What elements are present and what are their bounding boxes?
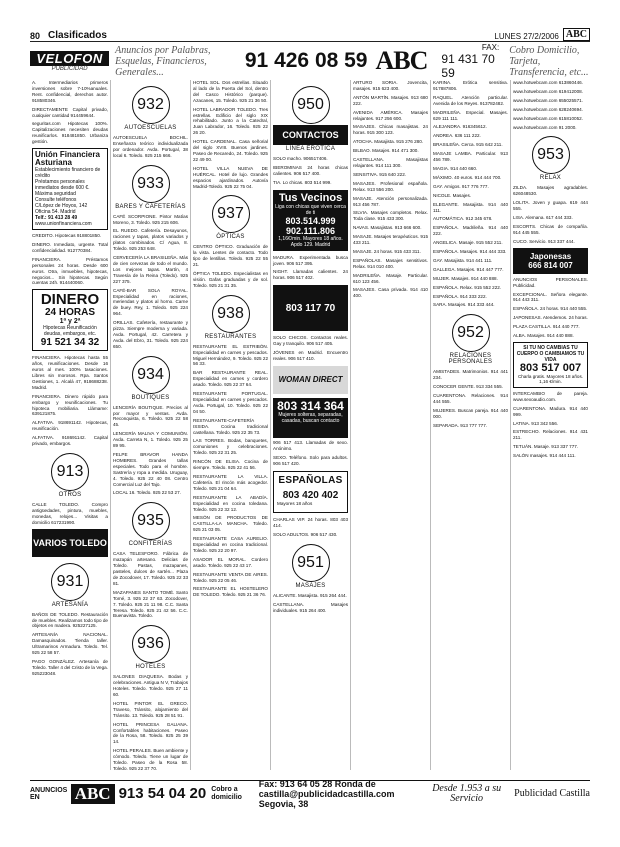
classified-ad: MASAJE. Masajes terapéuticos. 915 433 211. [353, 234, 428, 246]
classified-ad: HOTEL LABRADOR TOLEDO. Tres estrellas. Edificio del siglo XIX rehabilitado. Junto a la Catedral, Juan Labrador, 16. Toledo. 925 22 26 20. [193, 106, 268, 136]
classified-ad: SALONES DIAQUESA. Bodas y celebraciones. Antigua N V, Trabajos Hoteles. Toledo. Toledo. 925 27 11 60. [113, 674, 188, 698]
section-label-936: HOTELES [135, 664, 166, 671]
classified-ad: CUARENTONA. Relaciones. 914 444 555. [433, 393, 508, 404]
classified-ad: ASADOR EL MORAL. Cordero asado. Toledo. 925 22 43 17. [193, 556, 268, 568]
classified-ad: AUTOMÁTICA. 912 345 678. [433, 216, 493, 222]
classified-ad: ALEJANDRA. 916345612. [433, 124, 487, 130]
ad-list [353, 80, 428, 299]
ad-list [193, 344, 268, 599]
classified-ad: AMISTADES. Matrimonios. 914 441 234. [433, 369, 508, 381]
classified-ad: SOLO macho. 906517406. [273, 156, 328, 161]
column-5 [350, 80, 430, 770]
footer-phone[interactable]: 913 54 04 20 [118, 785, 207, 802]
classified-ad: BILBAO. Masajes. 914 471 300. [353, 148, 419, 154]
classified-ad: ESPAÑOLA. 914 333 222. [433, 293, 487, 299]
classified-ad: BAR RESTAURANTE REAL. Especialidad en carnes y cordero asado. Toledo. 925 22 37 64. [193, 370, 268, 388]
section-label-932: AUTOESCUELAS [124, 125, 177, 131]
classified-ad: CASA TELESFORO. Fábrica de mazapán artesano. Delicias de Toledo. Pastas, mazapanes, pasteles, dulces de sartén... Plaza de Zocodover, 17. Toledo. 925 22 33 81. [113, 551, 188, 586]
classified-ad: MAGIA. 914 440 660. [433, 165, 478, 171]
classified-ad: www.hotwebcam.com 655025571. [513, 97, 583, 103]
column-4 [270, 80, 350, 770]
classified-ad: MADRILEÑA. Masaje. Particular. 610 123 456. [353, 272, 428, 284]
classified-ad: CUCO. Servicio. 913 337 444. [513, 238, 575, 244]
classified-ad: MÁXIMO. 40 euros. 914 444 700. [433, 174, 502, 180]
section-title: Clasificados [48, 30, 107, 41]
classified-ad: MASAJE LAMBA. Particular. 913 456 789. [433, 151, 508, 163]
ad-list [113, 674, 188, 770]
section-label-951: MASAJES [295, 583, 326, 590]
classified-ad: ALFATIVA. 918691142. Capital privado, embargos. [32, 435, 108, 447]
classified-ad: ORILLAS. Cafetería, restaurante y pizza. Siempre moderna y variada. Avda. Portugal, 42. Carretera y Avda. del Ebro, 31. Toledo. 925 224 650. [113, 320, 188, 349]
section-label-931: ARTESANÍA [51, 601, 89, 608]
section-label-937: ÓPTICAS [216, 234, 245, 241]
classified-ad: RESTAURANTE PORTUGAL. Especialidad en carnes y pescados. Avda. Portugal, 10. Toledo. 925 22 04 50. [193, 391, 268, 414]
tus-vecinos-ad[interactable]: Tus Vecinos Liga con chicas que viven cerca de ti 803.514.999 902.111.806 1,16€/min. Mayores 18 años. Apdo 129. Madrid [273, 190, 348, 251]
classified-ad: seguritas.com Hipotecas 100%. Capitalizaciones necesiten deudas reunificarlos. 918481850. Urbaniza gestión. [32, 121, 108, 145]
contact-803-ad[interactable]: 803 314 364 Mujeres solteras, separadas, casadas, buscan contacto [273, 398, 348, 438]
ad-list [113, 135, 188, 159]
classified-ad: MESÓN DE PRODUCTOS DE CASTILLA-LA MANCHA. Toledo. 925 21 03 05. [193, 515, 268, 533]
classified-ad: DIRECTAMENTE Capital privado, cualquier cantidad 914459644. [32, 106, 108, 118]
ad-list [32, 355, 108, 447]
contactos-banner: CONTACTOS [273, 125, 348, 145]
section-number-934: 934 [132, 356, 170, 394]
column-7 [510, 80, 590, 770]
section-label-933: BARES Y CAFETERÍAS [115, 203, 186, 210]
dinero-24h-ad[interactable]: DINERO 24 HORAS 1ª y 2ª Hipotecas Reunificación deudas, embargos, etc. 91 521 34 32 [32, 289, 108, 351]
classified-ad: LATINA. 913 342 556. [513, 420, 559, 426]
ad-list [32, 612, 108, 677]
section-label-952: RELACIONES PERSONALES [448, 353, 493, 366]
classified-ad: CASTELLANA. Masajes individuales. 915 264 400. [273, 602, 348, 613]
section-label-934: BOUTIQUES [131, 394, 170, 401]
classified-ad: www.hotwebcam.com 615810052. [513, 115, 583, 121]
section-number-950: 950 [292, 86, 330, 124]
japonesas-ad[interactable]: Japonesas 666 814 007 [513, 248, 588, 274]
ad-list [32, 80, 108, 145]
classified-ad: RINCÓN DE ELISA. Cocina de siempre. Toledo. 925 22 41 56. [193, 459, 268, 471]
classified-ad: ESPAÑOLA. Masajes. 914 444 333. [433, 249, 507, 255]
section-number-913: 913 [51, 453, 89, 491]
classified-ad: RAQUEL. Atención particular. Avenida de los Reyes. 913782482. [433, 94, 508, 106]
publicidad-castilla-logo: Publicidad Castilla [514, 788, 590, 799]
classified-ad: BAÑOS DE TOLEDO. Restauración de muebles. Realizamos todo tipo de objetos en madera. 925227125. [32, 611, 108, 629]
column-3 [190, 80, 270, 770]
section-number-938: 938 [212, 295, 250, 333]
classified-ad: SEXO. Teléfono. Solo para adultos. 906 517 420. [273, 454, 348, 466]
section-label-938: RESTAURANTES [204, 333, 257, 340]
classifieds-columns [30, 80, 590, 770]
section-number-953: 953 [532, 136, 570, 174]
ad-list [273, 335, 348, 362]
classified-ad: MUJER. Masajes. 914 440 888. [433, 275, 498, 281]
classified-ad: SALÓN masajes. 914 444 111. [513, 453, 576, 459]
classified-ad: CHARLAS VIP. 24 horas. 803 403 414. [273, 517, 348, 529]
classified-ad: RESTAURANTE VENTA DE AIRES. Toledo. 925 22 05 46. [193, 571, 268, 583]
column-2 [110, 80, 190, 770]
classified-ad: FINANCIERA. Préstamos personales 24 horas. Desde 600 euros. Otra, inmuebles, hipotecas, negocios... Sin hipotecas. Según cuentas 24h. 914440060. [32, 256, 108, 286]
velofon-logo: VELOFON PUBLICIDAD [30, 48, 109, 74]
classified-ad: www.hotwebcam.com 628240694. [513, 106, 583, 112]
banner-phone[interactable]: 91 426 08 59 [244, 49, 368, 72]
classified-ad: ESPAÑOLA. Madrileña. 914 440 222. [433, 225, 508, 237]
column-6 [430, 80, 510, 770]
classified-ad: ESTRECHO. Relaciones. 914 431 211. [513, 429, 588, 441]
classified-ad: CUARENTONA. Madura. 914 440 999. [513, 405, 588, 417]
classified-ad: ARTESANÍA NACIONAL. Damasquinados. Tienda taller. Ultramarinos Armadura. Toledo. Tel. 925 22 58 57. [32, 632, 108, 656]
issue-date: LUNES 27/2/2006 [494, 32, 559, 41]
section-number-935: 935 [132, 502, 170, 540]
classified-ad: HOTEL PRINCESA GALIANA. Confortables habitaciones. Paseo de la Rosa, 58. Toledo. 925 25 39 14. [113, 721, 188, 745]
classified-ad: LAS TORRES. Bodas, banquetes, comuniones y celebraciones. Toledo. 925 22 31 25. [193, 438, 268, 456]
section-number-936: 936 [132, 625, 170, 663]
page-header-bar [30, 29, 590, 42]
section-sublabel-950: LÍNEA ERÓTICA [285, 146, 336, 152]
classified-ad: PAGO GONZÁLEZ. Artesanía de Toledo. Taller 4 del Cristo de la Vega. 925223048. [32, 658, 108, 676]
classified-ad: ARTURO SORIA. Jovencita, masajes. 915 623 400. [353, 80, 428, 91]
ad-list [273, 517, 348, 538]
ad-list [513, 277, 588, 339]
ad-list [113, 214, 188, 350]
ad-list [273, 156, 348, 186]
ad-list [433, 80, 508, 308]
classified-ad: CONOCER GENTE. 913 334 555. [433, 384, 503, 390]
ad-list [273, 593, 348, 614]
ad-list [513, 185, 588, 244]
classified-ad: MASAJES. Profesional española. Relax. 913 556 200. [353, 180, 428, 192]
classified-ad: ALFATIVA. 918691142. Hipotecas, reunificación. [32, 420, 108, 432]
classified-ad: CASTELLANA. Masajistas relajantes. 914 111 300. [353, 157, 428, 168]
classified-ad: ESCORTS. Chicas de compañía. 914 445 555. [513, 223, 588, 235]
classified-ad: CERVECERÍA LA BRASILEÑA. Más de cien cervezas de todo el mundo. Los mejores tapas. Martín, 4 Travesía de la Reina (Toledo). 925 227 375. [113, 255, 188, 284]
woman-direct-ad[interactable]: WOMAN DIRECT [273, 366, 348, 394]
classified-ad: NICOLE. Masajes. [433, 192, 472, 198]
classified-ad: ESPAÑOLA. Relax. 915 552 222. [433, 284, 502, 290]
footer-since: Desde 1.953 a su Servicio [432, 782, 502, 804]
classified-ad: FELPE BRAVOR HANDA HOMBRES. Grandes tallas especiales. Todo para el hombre. Sastrería y ropa a medida. Uruguay, 4. Toledo. 925 22 40 08. Centro Comercial Luz del Tajo. [113, 452, 188, 487]
classified-ad: FINANCIERA. Dinero rápido para embargo y reunificaciones. Tu hipoteca mobiliaria. Llámame: 639121875. [32, 393, 108, 417]
classified-ad: GALLEGA. Masajes. 914 447 777. [433, 266, 504, 272]
classified-ad: www.hotwebcam.com 91 2000. [513, 124, 577, 130]
ad-list [113, 551, 188, 619]
classified-ad: RESTAURANTE LA VILLA. Cafetería. El rincón más acogedor. Toledo. 925 21 04 64. [193, 473, 268, 491]
banner-fax: FAX: 91 431 70 59 [441, 42, 500, 80]
classified-ad: SOLO ADULTOS. 906 517 430. [273, 532, 338, 538]
classified-ad: EXCEPCIONAL. Señora elegante. 914 443 311. [513, 291, 588, 303]
classified-ad: RESTAURANTE-CAFETERÍA ISSIDA. Cocina tradicional castellana. Toledo. 925 22 35 73. [193, 417, 268, 435]
ad-list [32, 502, 108, 526]
classified-ad: MASAJES. Casa privada. 914 410 400. [353, 287, 428, 299]
classified-ad: A. Intermediarios primeros inversiones sobre 7-10%anuales. Rent. confidencial, derechos autor. 918580346. [32, 80, 108, 103]
classified-ad: MAZAPANES SANTO TOMÉ. Santo Tomé, 3. 925 22 37 63. Zocodover, 7. Toledo. 925 21 11 98. C.C. Santa Teresa. Toledo. 925 21 42 56. C.C. Buenavista. Toledo. [113, 589, 188, 619]
section-number-937: 937 [212, 195, 250, 233]
classified-ad: LENCERÍA MALIVA Y COMUNIÓN. Avda. Carreta N, 1. Toledo. 925 25 89 95. [113, 431, 188, 449]
footer-lead: ANUNCIOS EN [30, 786, 68, 801]
classified-ad: ESPAÑOLAS. Masajes sensitivos. Relax. 914 010 400. [353, 257, 428, 269]
classified-ad: SILVIA. Masajes completos. Relax. Toda clase. 915 433 300. [353, 210, 428, 222]
ad-list [273, 440, 348, 467]
classified-ad: INTERCAMBIO de pareja. www.sexoaudio.com. [513, 390, 588, 402]
classified-ad: NAVAS. Masajistas. 913 666 600. [353, 225, 422, 231]
classified-ad: MADURA. Experimentada busca joven. 906 517 395. [273, 254, 348, 266]
banner-tagline: Anuncios por Palabras, Esquelas, Financieros, Generales... [115, 44, 211, 78]
classified-ad: JAPONESAS. Atendemos. 24 horas. [513, 315, 588, 321]
classified-ad: FINANCIERA. Hipotecas hasta 55 años, reunificaciones. Desde 16 euros al mes. 100% tasaciones. Libres sin morosos. Rpa. Santos Gestiones, 1. Alcalá 47, 918688238. Madrid. [32, 355, 108, 390]
section-number-952: 952 [452, 314, 490, 352]
classified-ad: CALLE TOLEDO. Compro antigüedades, pintura, muebles, monedas, relojes... Visitas a domicilio 617231990. [32, 502, 108, 525]
classified-ad: MUJERES. Buscan pareja. 914 440 000. [433, 407, 508, 419]
classified-ad: LENCERÍA BOUTIQUE. Precios al por mayor y ventas. Avda. Reconquista, 6. Toledo. 925 22 58 45. [113, 404, 188, 428]
classified-ad: KARINA. Erótica sensitiva. 917887806. [433, 80, 508, 91]
classifieds-banner [30, 42, 590, 80]
classified-ad: ESPAÑOLA. 24 horas. 914 440 555. [513, 306, 588, 312]
section-number-951: 951 [292, 544, 330, 582]
classified-ad: ÓPTICA TOLEDO. Especialistas en visión. Gafas graduadas y de sol. Toledo. 925 21 31 35. [193, 271, 268, 288]
classified-ad: MASAJES. Chicas masajistas. 24 horas. 915 300 123. [353, 124, 428, 136]
classified-ad: ANDREA. 636 111 222. [433, 133, 481, 139]
classified-ad: ANGELICA. Masaje. 915 552 211. [433, 240, 503, 246]
column-1 [30, 80, 110, 770]
classified-ad: HOTEL SOL. Dos estrellas. Situado al lado de la Puerta del Sol, dentro del Casco Histórico (parque). Azacanes, 15. Toledo. 925 21 36 50. [193, 80, 268, 103]
classified-ad: SENSITIVA. 915 640 222. [353, 171, 407, 177]
classified-ad: ATOCHA. Masajista. 915 276 280. [353, 139, 424, 145]
classified-ad: JÓVENES en Madrid. Encuentro reales. 906 517 410. [273, 350, 348, 361]
footer-cobro: Cobro a domicilio [211, 785, 242, 801]
classified-ad: LOLITA. Joven y guapa. 619 444 555. [513, 200, 588, 212]
classified-ad: GAY. Amigos. 917 776 777. [433, 183, 489, 189]
section-label-913: OTROS [58, 492, 82, 498]
ad-list [513, 391, 588, 459]
classified-ad: ANTÓN MARTÍN. Masajes. 913 680 222. [353, 94, 428, 106]
classified-ad: CREDITO. Hipotecas 918801850. [32, 233, 102, 239]
classified-ad: HOTEL PERALES. Buen ambiente y cómodo. Toledo. Tiene un lugar de Toledo. Paseo de la Rosa 58. Toledo. 925 22 37 70. [113, 748, 188, 770]
ad-list [513, 80, 588, 130]
classified-ad: NIGHT. Llamadas calientes. 24 horas. 906 517 402. [273, 269, 348, 281]
section-number-932: 932 [132, 86, 170, 124]
page-number: 80 [30, 31, 41, 41]
abc-logo: ABC [375, 46, 428, 75]
classified-ad: ALBA. Masajes. 914 440 888. [513, 333, 574, 339]
classified-ad: TETUÁN. Masaje. 913 337 777. [513, 444, 579, 450]
ad-list [273, 255, 348, 282]
classified-ad: MASAJE. 24 horas. 915 433 311. [353, 248, 421, 254]
classified-ad: RESTAURANTE CASA AURELIO. Especialidad en cocina tradicional. Toledo. 925 22 20 97. [193, 536, 268, 553]
classified-ad: DINERO. Inmediato, urgente. Total confidencialidad. 912770384. [32, 241, 108, 253]
section-number-933: 933 [132, 165, 170, 203]
classified-ad: EL RUEDO. Cafetería. Desayunos, raciones y tapas, platos variados y platos combinados. C/ Agua, 8. Toledo. 925 253 648. [113, 228, 188, 252]
classified-ad: RESTAURANTE LA ABADÍA. Especialidad en cocina toledana. Toledo. 925 22 32 12. [193, 494, 268, 512]
chat-803-ad[interactable]: SI TU NO CAMBIAS TU CUERPO O CAMBIAMOS TU VIDA 803 517 007 Charla gratis. Mayores 18 años. 1,16 €/min. [513, 342, 588, 388]
classified-ad: SEPARADA. 913 777 777. [433, 422, 488, 428]
section-label-935: CONFITERÍAS [128, 541, 173, 548]
abc-mini-logo: ABC [563, 28, 590, 41]
classified-ad: MADRILEÑA. Especial. Masajes. 629 111 111. [433, 109, 508, 121]
ad-list [193, 80, 268, 189]
classified-ad: CAFÉ-BAR SOLA ROYAL. Especialidad en raciones, meriendas y platos al horno. Carne de buey. Rey, 1. Toledo. 925 224 964. [113, 287, 188, 317]
ad-list [193, 244, 268, 288]
classified-ad: SARA. Masajes. 914 333 444. [433, 302, 495, 308]
classified-ad: ZILDA. Masajes agradables. 626048530. [513, 185, 588, 197]
ad-list [32, 233, 108, 286]
classified-ad: MASAJE. Atención personalizada. 913 456 787. [353, 195, 428, 207]
classified-ad: RESTAURANTE EL ESTRIBÓN. Especialidad en carnes y pescados. Miguel Hernández, 9. Toledo. 925 22 56 33. [193, 343, 268, 367]
banner-tagline-payment: Cobro Domicilio, Tarjeta, Transferencia, etc... [509, 44, 589, 78]
classified-ad: CENTRO ÓPTICO. Graduación de la vista. Lentes de contacto. Todo tipo de lentillas. Toledo. 925 22 55 21. [193, 244, 268, 268]
classified-ad: HOTEL PINTOR EL GRECO. Traveso, Tránsito, alojamiento del Tránsito. 13. Toledo. 925 28 51 91. [113, 700, 188, 718]
footer-fax-email[interactable]: Fax: 913 64 05 28 Ronda de castilla@publicidadcastilla.com Segovia, 38 [258, 778, 395, 809]
classified-ad: BRASILEÑA. Cerca. 915 642 211. [433, 142, 503, 148]
classified-ad: IBEROMINAS 24 horas chicas calientes. 906 517 400. [273, 164, 348, 176]
ad-list [433, 369, 508, 428]
classified-ad: PLAZA CASTILLA. 914 440 777. [513, 324, 580, 330]
classified-ad: ELEGANTE. Masajista. 914 440 111. [433, 201, 508, 213]
classified-ad: HOTEL VILLA NUEVA DE HUÉRCAL. Hotel de lujo. Grandes espacios ajardinados. Autovía Madrid-Toledo. 925 22 75 04. [193, 165, 268, 189]
classified-ad: ALICANTE. Masajista. 915 264 444. [273, 593, 347, 599]
union-financiera-ad[interactable]: Unión Financiera Asturiana Establecimiento financiero de crédito Préstamos personales inmediatos desde 600 €. Máxima seguridad Consulte teléfonos C/López de Hoyos, 142 Oficina 54. Madrid Telf.: 91 413 28 49 www.unionfinanciera.com [32, 148, 108, 230]
footer-banner [30, 778, 590, 809]
night-chat-ad[interactable]: 803 117 70 [273, 285, 348, 331]
classified-ad: AVENIDA AMÉRICA. Masajes relajantes. 917 256 600. [353, 109, 428, 121]
section-label-953: RELAX [539, 175, 562, 182]
classified-ad: ANUNCIOS PERSONALES. Publicidad. [513, 276, 588, 288]
espanolas-ad[interactable]: ESPAÑOLAS 803 420 402 Mayores 18 años [273, 471, 348, 514]
classified-ad: RESTAURANTE EL HOSTELERO DE TOLEDO. Toledo. 925 21 36 76. [193, 586, 268, 598]
varios-toledo-banner: VARIOS TOLEDO [32, 529, 108, 557]
classified-ad: LISA. Alemana. 617 444 333. [513, 215, 573, 221]
classified-ad: HOTEL CARDENAL. Casa señorial del siglo XVIII. Buenos jardines. Paseo de Recaredo, 24. Toledo. 925 22 49 00. [193, 139, 268, 162]
classified-ad: SOLO CHICOS. Contactos reales. Gay y tranquilo. 906 517 405. [273, 335, 348, 347]
classified-ad: www.hotwebcam.com 613860446. [513, 80, 583, 85]
ad-list [113, 405, 188, 497]
classified-ad: LOCAL 16. Toledo. 925 22 53 27. [113, 490, 181, 496]
classified-ad: AUTOESCUELA BOCHIL. Enseñanza teórico individualizada por ordenador. Avda. Portugal, 38 local 6. Toledo. 925 215 666. [113, 135, 188, 158]
section-number-931: 931 [51, 563, 89, 601]
classified-ad: 906 517 413. Llamadas de sexo. Anónimo. [273, 439, 348, 451]
classified-ad: GAY. Masajista. 914 441 111. [433, 257, 493, 263]
classified-ad: CAFÉ SCORPIONE. Pintor Matías Moreno, 3. Toledo. 925 215 606. [113, 213, 188, 225]
classified-ad: TIA. Lo chicas. 803 514 999. [273, 179, 332, 185]
footer-abc-logo: ABC [71, 784, 115, 804]
classified-ad: www.hotwebcam.com 619412008. [513, 88, 583, 94]
